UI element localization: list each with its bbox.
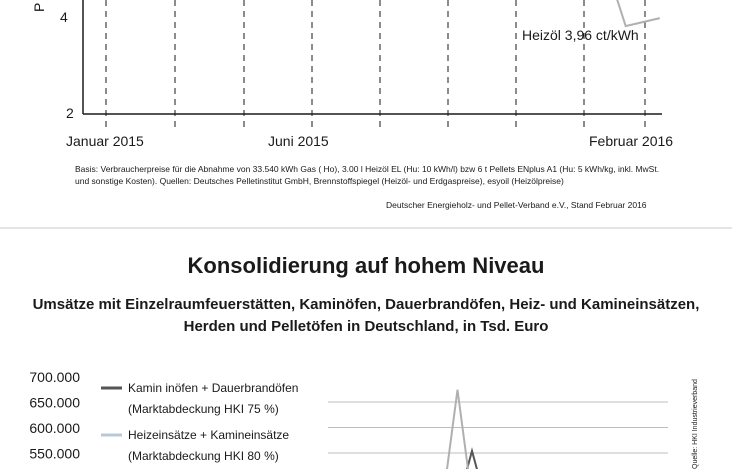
legend-sub-kamin: (Marktabdeckung HKI 75 %) bbox=[128, 402, 279, 416]
top-vertical-gridlines bbox=[106, 0, 645, 128]
top-chart bbox=[31, 0, 673, 210]
top-source: Deutscher Energieholz- und Pellet-Verband e.V., Stand Februar 2016 bbox=[386, 200, 647, 210]
bottom-chart-subtitle-1: Umsätze mit Einzelraumfeuerstätten, Kaminöfen, Dauerbrandöfen, Heiz- und Kamineinsätzen, bbox=[32, 296, 700, 313]
top-xtick-label: Februar 2016 bbox=[589, 133, 674, 149]
legend-sub-heiz: (Marktabdeckung HKI 80 %) bbox=[128, 449, 279, 463]
side-source-label: Quelle: HKI Industrieverband bbox=[692, 379, 699, 469]
top-ytick-label: 2 bbox=[66, 105, 74, 121]
bottom-chart-subtitle-2: Herden und Pelletöfen in Deutschland, in Tsd. Euro bbox=[183, 318, 549, 335]
bottom-ytick-label: 650.000 bbox=[29, 394, 80, 411]
kaminoefen-series-line bbox=[458, 451, 487, 469]
heizoel-annotation: Heizöl 3,96 ct/kWh bbox=[522, 27, 639, 43]
top-note-line-2: und sonstige Kosten). Quellen: Deutsches Pelletinstitut GmbH, Brennstoffspiegel (Heizöl- und Erdgaspreise), esyoil (Heizölpreise) bbox=[75, 176, 564, 186]
bottom-horizontal-gridlines bbox=[313, 402, 668, 469]
top-ytick-label: 4 bbox=[60, 9, 68, 25]
bottom-chart bbox=[29, 369, 699, 469]
bottom-ytick-label: 550.000 bbox=[29, 445, 80, 462]
top-xtick-label: Juni 2015 bbox=[268, 133, 329, 149]
bottom-chart-title: Konsolidierung auf hohem Niveau bbox=[187, 253, 545, 278]
bottom-ytick-label: 700.000 bbox=[29, 369, 80, 385]
heizoel-series-line bbox=[596, 0, 660, 26]
top-ylabel: P bbox=[31, 2, 47, 12]
top-xtick-label: Januar 2015 bbox=[66, 133, 144, 149]
legend-label-heiz: Heizeinsätze + Kamineinsätze bbox=[128, 428, 290, 442]
bottom-ytick-label: 600.000 bbox=[29, 420, 80, 436]
top-note-line-1: Basis: Verbraucherpreise für die Abnahme von 33.540 kWh Gas ( Ho), 3.00 l Heizöl EL (Hu: 10 kWh/l) bzw 6 t Pellets ENplus A1 (Hu: 5 kWh/kg, inkl. MwSt. bbox=[75, 164, 660, 174]
bottom-ytick-labels bbox=[29, 369, 80, 462]
legend-label-kamin: Kamin inöfen + Dauerbrandöfen bbox=[128, 381, 299, 395]
